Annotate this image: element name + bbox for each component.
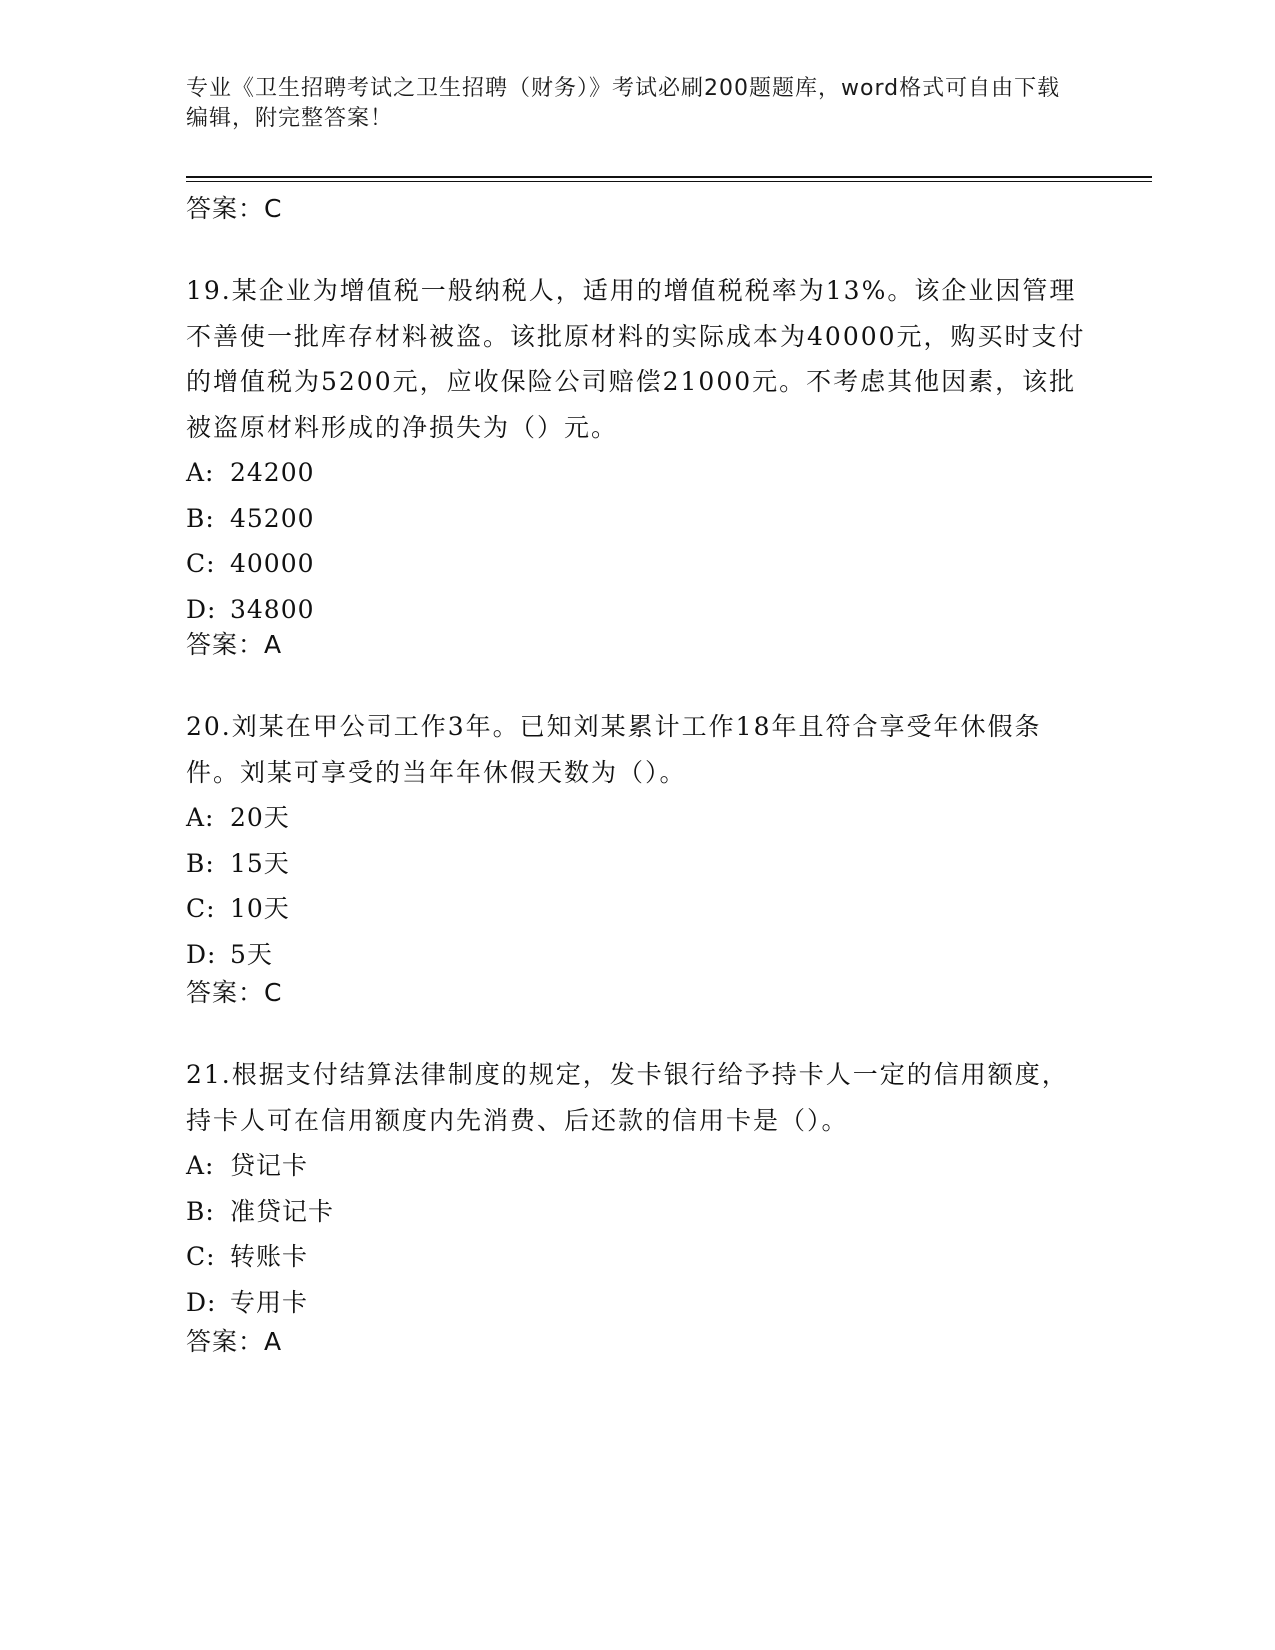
option-key: A: (186, 458, 215, 487)
option-text: 专用卡 (230, 1287, 309, 1317)
answer-value: A (264, 630, 283, 659)
answer-label: 答案： (186, 194, 265, 223)
option-key: A: (186, 803, 215, 832)
answer-value: C (264, 978, 283, 1007)
option-key: C: (186, 894, 216, 923)
answer-line (186, 976, 282, 1010)
option-d (186, 1280, 1086, 1326)
option-text: 准贷记卡 (230, 1196, 335, 1226)
answer-label: 答案： (186, 630, 265, 659)
option-key: D: (186, 939, 217, 969)
option-key: D: (186, 594, 217, 624)
option-text: 45200 (230, 503, 315, 533)
option-b (186, 841, 1086, 887)
option-key: A: (186, 1151, 215, 1180)
question-stem: 20.刘某在甲公司工作3年。已知刘某累计工作18年且符合享受年休假条件。刘某可享受的当年年休假天数为（）。 (186, 712, 1042, 787)
option-c (186, 541, 1086, 587)
option-c (186, 886, 1086, 932)
option-a (186, 1143, 1086, 1189)
answer-value: A (264, 1327, 283, 1356)
document-header: 专业《卫生招聘考试之卫生招聘（财务）》考试必刷200题题库，word格式可自由下载编辑，附完整答案！ (186, 76, 1061, 131)
answer-line (186, 1325, 282, 1359)
option-key: D: (186, 1287, 217, 1317)
option-key: B: (186, 1196, 215, 1226)
answer-value: C (264, 194, 283, 223)
header-divider-thin (186, 181, 1152, 182)
question-20 (186, 704, 1086, 977)
option-text: 5天 (230, 939, 273, 969)
option-text: 34800 (230, 594, 315, 624)
option-key: B: (186, 503, 215, 533)
option-key: C: (186, 1242, 216, 1271)
question-stem: 21.根据支付结算法律制度的规定，发卡银行给予持卡人一定的信用额度，持卡人可在信用额度内先消费、后还款的信用卡是（）。 (186, 1060, 1069, 1135)
option-d (186, 932, 1086, 978)
option-text: 20天 (230, 803, 290, 832)
option-c (186, 1234, 1086, 1280)
option-text: 10天 (230, 894, 290, 923)
question-stem: 19.某企业为增值税一般纳税人，适用的增值税税率为13%。该企业因管理不善使一批库存材料被盗。该批原材料的实际成本为40000元，购买时支付的增值税为5200元，应收保险公司赔偿21000元。不考虑其他因素，该批被盗原材料形成的净损失为（）元。 (186, 276, 1086, 442)
option-key: B: (186, 848, 215, 878)
question-21 (186, 1052, 1086, 1325)
option-text: 15天 (230, 848, 290, 878)
option-d (186, 587, 1086, 633)
option-a (186, 450, 1086, 496)
option-text: 24200 (230, 458, 315, 487)
option-text: 40000 (230, 549, 315, 578)
option-b (186, 496, 1086, 542)
option-key: C: (186, 549, 216, 578)
answer-label: 答案： (186, 1327, 265, 1356)
option-text: 转账卡 (230, 1242, 309, 1271)
answer-line (186, 192, 282, 226)
option-a (186, 795, 1086, 841)
answer-line (186, 628, 282, 662)
answer-label: 答案： (186, 978, 265, 1007)
question-19 (186, 268, 1086, 632)
option-text: 贷记卡 (230, 1151, 309, 1180)
header-divider (186, 176, 1152, 178)
option-b (186, 1189, 1086, 1235)
